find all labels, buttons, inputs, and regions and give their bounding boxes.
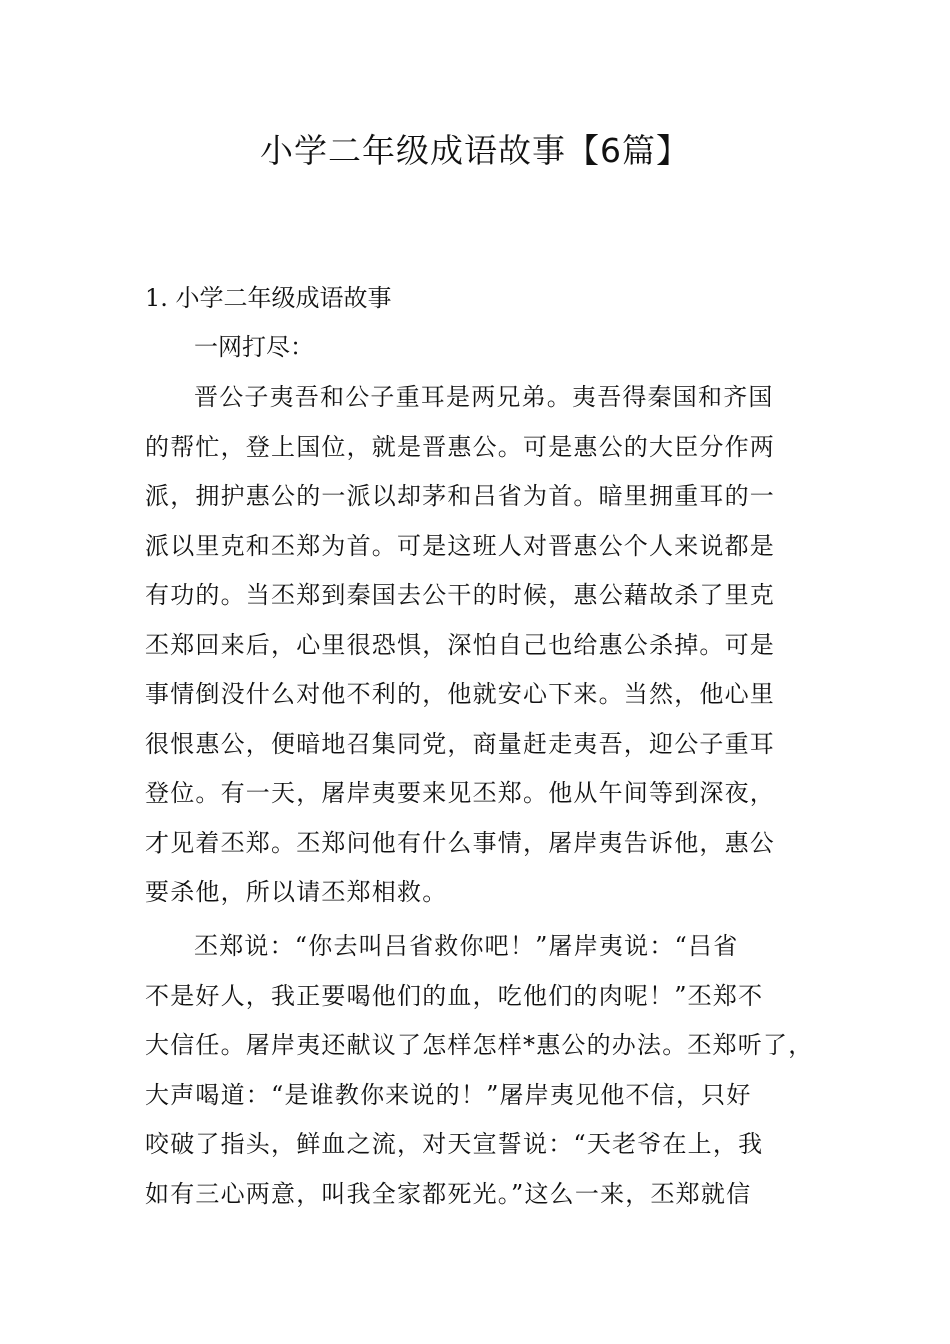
paragraph-line: 派，拥护惠公的一派以却茅和吕省为首。暗里拥重耳的一 (145, 482, 775, 510)
paragraph-line: 事情倒没什么对他不利的，他就安心下来。当然，他心里 (145, 680, 775, 708)
paragraph-line: 大信任。屠岸夷还献议了怎样怎样*惠公的办法。丕郑听了， (145, 1031, 814, 1059)
paragraph-line: 登位。有一天，屠岸夷要来见丕郑。他从午间等到深夜， (145, 779, 775, 807)
paragraph-line: 有功的。当丕郑到秦国去公干的时候，惠公藉故杀了里克 (145, 581, 775, 609)
story-paragraph-1 (145, 373, 815, 918)
paragraph-line: 才见着丕郑。丕郑问他有什么事情，屠岸夷告诉他，惠公 (145, 828, 775, 857)
story-title: 一网打尽： (194, 333, 314, 361)
paragraph-line: 的帮忙，登上国位，就是晋惠公。可是惠公的大臣分作两 (145, 432, 775, 461)
document-title: 小学二年级成语故事【6篇】 (260, 131, 690, 170)
paragraph-line: 要杀他，所以请丕郑相救。 (145, 878, 448, 906)
paragraph-line: 咬破了指头，鲜血之流，对天宣誓说：“天老爷在上，我 (145, 1130, 764, 1158)
paragraph-line: 很恨惠公，便暗地召集同党，商量赶走夷吾，迎公子重耳 (145, 729, 775, 758)
paragraph-line: 丕郑说：“你去叫吕省救你吧！”屠岸夷说：“吕省 (194, 932, 739, 960)
paragraph-line: 大声喝道：“是谁教你来说的！”屠岸夷见他不信，只好 (145, 1080, 752, 1109)
paragraph-line: 丕郑回来后，心里很恐惧，深怕自己也给惠公杀掉。可是 (145, 630, 775, 659)
paragraph-line: 不是好人，我正要喝他们的血，吃他们的肉呢！”丕郑不 (145, 981, 764, 1010)
paragraph-line: 派以里克和丕郑为首。可是这班人对晋惠公个人来说都是 (145, 531, 775, 560)
paragraph-line: 晋公子夷吾和公子重耳是两兄弟。夷吾得秦国和齐国 (194, 383, 774, 411)
story-paragraph-2 (145, 922, 815, 1219)
paragraph-line: 如有三心两意，叫我全家都死光。”这么一来，丕郑就信 (145, 1179, 752, 1208)
section-heading: 1. 小学二年级成语故事 (145, 284, 392, 312)
